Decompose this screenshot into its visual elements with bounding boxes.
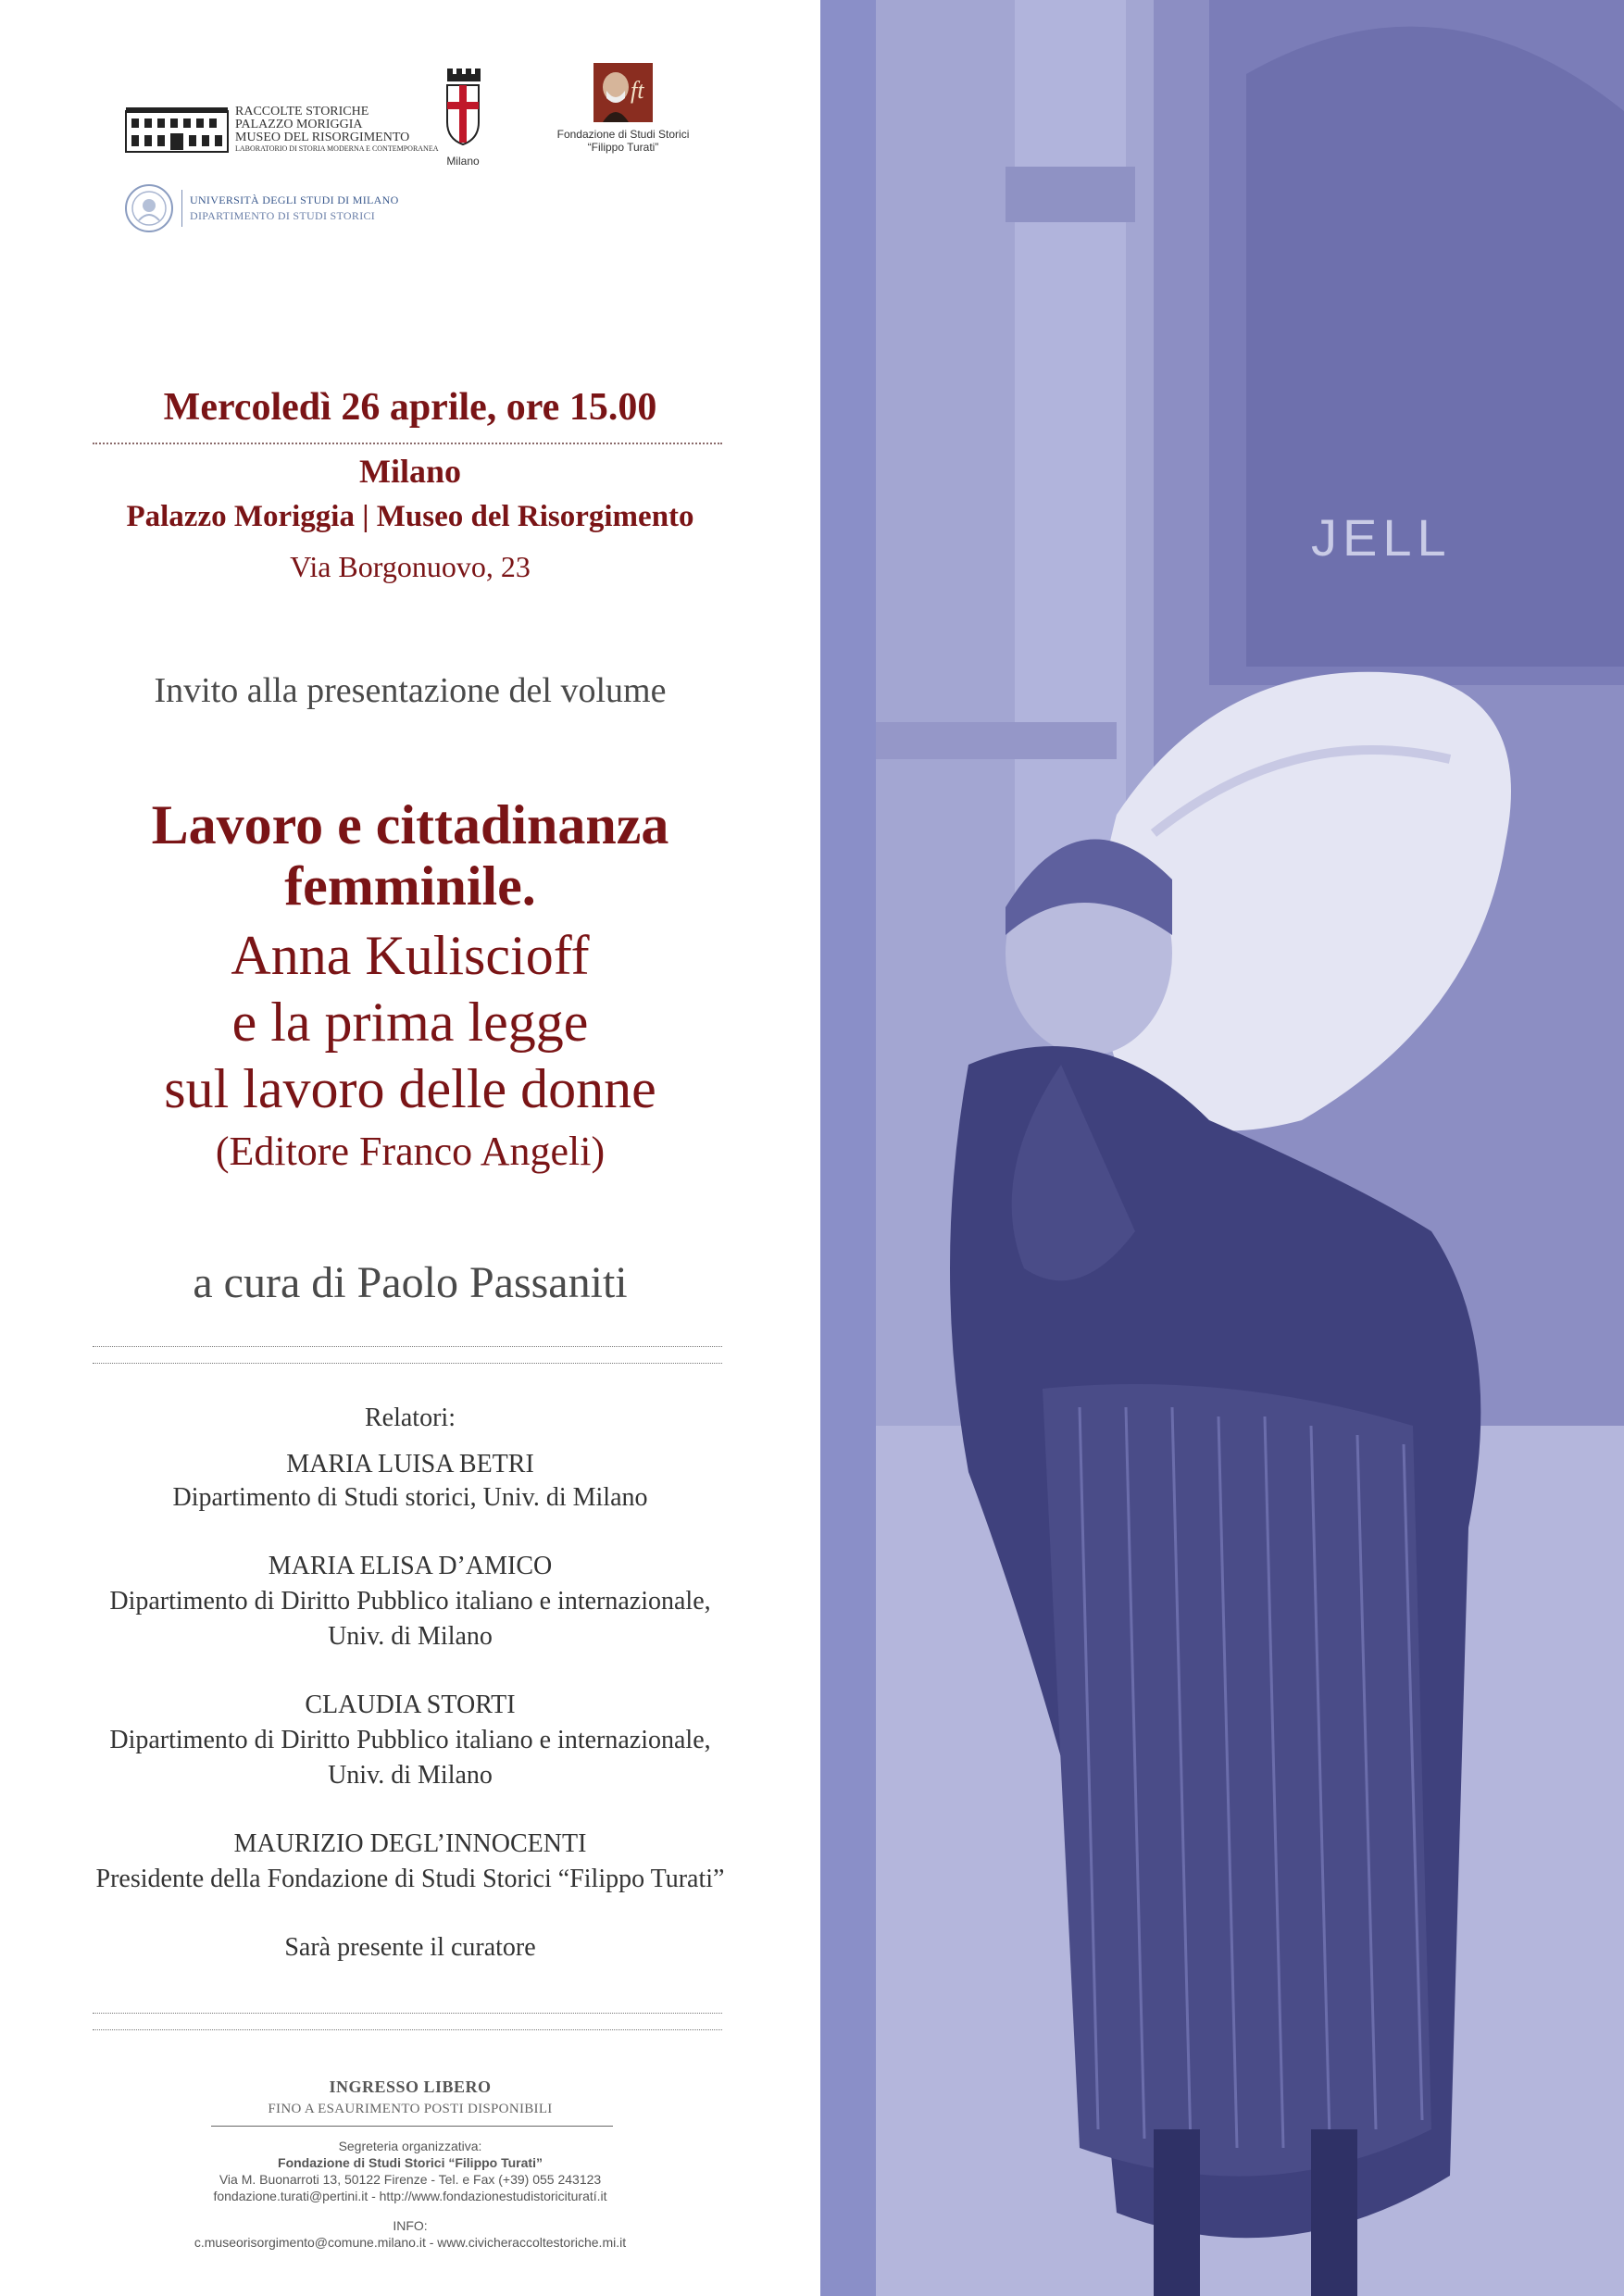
milano-crest-icon	[442, 65, 484, 148]
speaker-name: CLAUDIA STORTI	[305, 1691, 516, 1719]
date-divider	[93, 443, 722, 444]
book-publisher: (Editore Franco Angeli)	[215, 1129, 606, 1174]
book-subtitle-line-3: sul lavoro delle donne	[164, 1058, 656, 1119]
unimi-department: DIPARTIMENTO DI STUDI STORICI	[190, 209, 376, 222]
secretariat-contact[interactable]	[0, 2189, 820, 2203]
event-address: Via Borgonuovo, 23	[290, 550, 531, 583]
free-entry: INGRESSO LIBERO	[329, 2078, 492, 2096]
turati-label-2: “Filippo Turati”	[587, 141, 659, 154]
divider-line	[93, 2013, 722, 2014]
turati-mark: ft	[631, 77, 644, 104]
secretariat-address: Via M. Buonarroti 13, 50122 Firenze - Tel. e Fax (+39) 055 243123	[219, 2172, 602, 2187]
raccolte-line-4: LABORATORIO DI STORIA MODERNA E CONTEMPORANEA	[235, 144, 439, 153]
speaker-name: MARIA LUISA BETRI	[286, 1450, 534, 1479]
milano-logo	[437, 65, 489, 168]
speaker-name: MAURIZIO DEGL’INNOCENTI	[233, 1829, 587, 1858]
event-venue: Palazzo Moriggia | Museo del Risorgimento	[126, 500, 694, 533]
footer-divider	[211, 2126, 613, 2127]
divider-line	[93, 2029, 722, 2030]
invite-text: Invito alla presentazione del volume	[154, 671, 667, 710]
speaker-affiliation: Univ. di Milano	[328, 1622, 493, 1651]
book-subtitle-line-1: Anna Kuliscioff	[231, 925, 590, 986]
turati-portrait-icon	[593, 63, 653, 122]
lilac-stripe	[820, 0, 876, 2296]
book-subtitle-line-2: e la prima legge	[231, 992, 589, 1053]
divider-line	[93, 1346, 722, 1347]
divider-line	[93, 1363, 722, 1364]
milano-label: Milano	[446, 155, 480, 168]
speaker-affiliation: Dipartimento di Diritto Pubblico italiano e internazionale,	[109, 1726, 711, 1754]
event-city: Milano	[358, 453, 461, 490]
palazzo-building-icon	[124, 106, 230, 154]
book-title-bold	[0, 794, 820, 917]
secretariat-contact-text[interactable]: fondazione.turati@pertini.it - http://www.fondazionestudistoricituratí.it	[213, 2189, 607, 2203]
unimi-name: UNIVERSITÀ DEGLI STUDI DI MILANO	[190, 193, 399, 206]
speaker-affiliation: Presidente della Fondazione di Studi Storici “Filippo Turati”	[95, 1865, 725, 1893]
shop-sign-text: JELL	[1311, 508, 1452, 567]
info-label: INFO:	[393, 2218, 428, 2233]
speakers-heading: Relatori:	[365, 1404, 456, 1432]
speaker-affiliation: Dipartimento di Studi storici, Univ. di Milano	[172, 1483, 648, 1512]
speaker-affiliation: Univ. di Milano	[328, 1761, 493, 1790]
info-contact-text[interactable]: c.museorisorgimento@comune.milano.it - www.civicheraccoltestoriche.mi.it	[194, 2235, 627, 2250]
speaker-affiliation: Dipartimento di Diritto Pubblico italiano e internazionale,	[109, 1587, 711, 1616]
book-title-line-2: femminile.	[284, 855, 536, 917]
unimi-separator	[181, 190, 182, 227]
turati-label-1: Fondazione di Studi Storici	[556, 128, 690, 141]
unimi-logo	[124, 183, 399, 233]
raccolte-line-3: MUSEO DEL RISORGIMENTO	[235, 131, 410, 144]
free-entry-note: FINO A ESAURIMENTO POSTI DISPONIBILI	[268, 2102, 553, 2116]
book-curator: a cura di Paolo Passaniti	[193, 1258, 628, 1307]
event-date: Mercoledì 26 aprile, ore 15.00	[163, 386, 657, 429]
raccolte-line-2: PALAZZO MORIGGIA	[235, 118, 363, 131]
raccolte-storiche-logo	[124, 106, 439, 154]
curator-note: Sarà presente il curatore	[284, 1933, 536, 1962]
secretariat-name: Fondazione di Studi Storici “Filippo Turati”	[278, 2155, 543, 2170]
speaker-name: MARIA ELISA D’AMICO	[268, 1552, 553, 1580]
book-title-line-1: Lavoro e cittadinanza	[151, 794, 669, 855]
turati-foundation-logo	[535, 63, 711, 154]
photo-illustration	[876, 0, 1624, 2296]
secretariat-label: Segreteria organizzativa:	[338, 2139, 482, 2153]
woman-carrying-sack-photo	[876, 0, 1624, 2296]
book-subtitle	[0, 922, 820, 1122]
info-contact[interactable]	[0, 2235, 820, 2250]
unimi-seal-icon	[124, 183, 174, 233]
raccolte-line-1: RACCOLTE STORICHE	[235, 105, 369, 119]
